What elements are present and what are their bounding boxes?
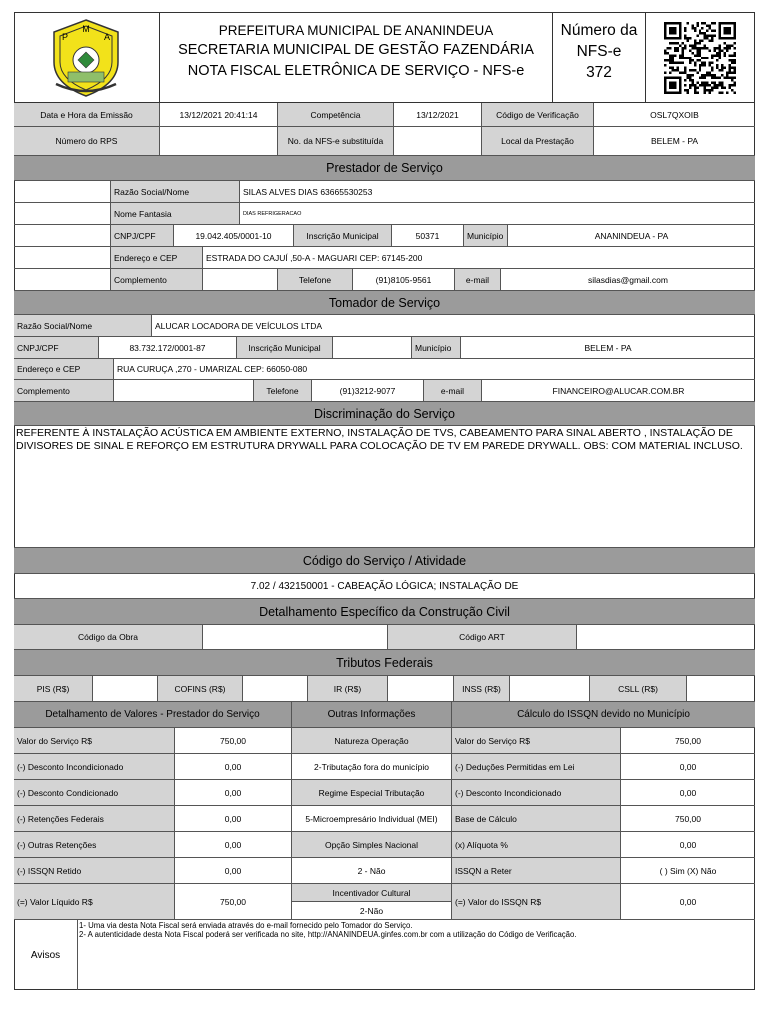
csll-value — [687, 676, 755, 701]
provider-email-value: silasdias@gmail.com — [588, 274, 668, 285]
issqn-calc-title: Cálculo do ISSQN devido no Município — [517, 709, 690, 720]
issqn-amount-servico: 750,00 — [675, 735, 701, 746]
notices-text — [78, 921, 755, 939]
values-row-retencoes-federais — [14, 806, 755, 832]
issqn-value: 0,00 — [679, 896, 697, 907]
cultural-incentive-cell — [292, 884, 452, 919]
provider-name-label: Razão Social/Nome — [111, 181, 240, 202]
provider-name-value: SILAS ALVES DIAS 63665530253 — [243, 186, 373, 197]
values-row-desconto-cond — [14, 780, 755, 806]
values-liquido-row — [14, 884, 755, 920]
nfse-number-label-1: Número da — [560, 22, 638, 39]
ir-label: IR (R$) — [308, 676, 388, 701]
provider-trade-name-value: DIAS REFRIGERACAO — [243, 210, 302, 217]
provider-row-razao — [14, 181, 755, 203]
federal-taxes-row — [14, 676, 755, 702]
net-value-label: (=) Valor Líquido R$ — [14, 884, 175, 919]
provider-phone-value: (91)8105-9561 — [353, 269, 455, 290]
provider-address-label: Endereço e CEP — [111, 247, 203, 268]
verification-code-value: OSL7QXOIB — [650, 109, 699, 120]
art-code-value — [577, 625, 755, 649]
service-code-section-title: Código do Serviço / Atividade — [14, 548, 755, 574]
nfse-substituted-label: No. da NFS-e substituída — [278, 127, 394, 155]
inss-value — [510, 676, 590, 701]
values-row-outras-retencoes — [14, 832, 755, 858]
client-phone-value: (91)3212-9077 — [312, 380, 424, 401]
issqn-amount-outras-retencoes: 0,00 — [679, 839, 697, 850]
value-amount-issqn-retido: 0,00 — [175, 858, 292, 883]
issqn-value-label: (=) Valor do ISSQN R$ — [452, 884, 621, 919]
city-crest-logo — [48, 18, 124, 98]
provider-section-title: Prestador de Serviço — [14, 156, 755, 181]
service-description-line-1: REFERENTE À INSTALAÇÃO ACÚSTICA EM AMBIENTE EXTERNO, INSTALAÇÃO DE TVS, CABEAMENTO PARA SINAL ABERTO , INSTALAÇÃO DE — [16, 427, 733, 439]
client-name-value: ALUCAR LOCADORA DE VEÍCULOS LTDA — [155, 320, 323, 331]
competencia-value: 13/12/2021 — [394, 103, 482, 126]
client-cnpj-value: 83.732.172/0001-87 — [99, 337, 237, 358]
issqn-amount-issqn-retido: ( ) Sim (X) Não — [659, 865, 717, 876]
notice-line-2: 2- A autenticidade desta Nota Fiscal poderá ser verificada no site, http://ANANINDEUA.ginfes.com.br com a utilização do Código de Verificação. — [79, 930, 577, 939]
prefeitura-title: PREFEITURA MUNICIPAL DE ANANINDEUA — [218, 23, 494, 38]
pis-label: PIS (R$) — [14, 676, 93, 701]
info-row-1 — [14, 103, 755, 127]
provider-address-value: ESTRADA DO CAJUÍ ,50-A - MAGUARI CEP: 67145-200 — [206, 252, 423, 263]
title-cell — [160, 12, 553, 103]
other-info-outras-retencoes: Opção Simples Nacional — [292, 832, 452, 857]
provider-cnpj-label: CNPJ/CPF — [111, 225, 174, 246]
service-description-line-2: DIVISORES DE SINAL E REFORÇO EM ESTRUTURA DRYWALL PARA COLOCAÇÃO DE TV EM PAREDE DRYWALL. OBS: COM MATERIAL INCLUSO. — [16, 440, 743, 452]
service-location-value: BELEM - PA — [650, 136, 699, 146]
issqn-label-desconto-cond: (-) Desconto Incondicionado — [452, 780, 621, 805]
nfse-number-cell — [553, 12, 646, 103]
issqn-label-issqn-retido: ISSQN a Reter — [452, 858, 621, 883]
values-row-desconto-incond — [14, 754, 755, 780]
other-info-desconto-cond: Regime Especial Tributação — [292, 780, 452, 805]
issqn-amount-desconto-incond: 0,00 — [679, 761, 697, 772]
client-row-cnpj — [14, 337, 755, 359]
value-label-desconto-cond: (-) Desconto Condicionado — [14, 780, 175, 805]
construction-section-title: Detalhamento Específico da Construção Civil — [14, 599, 755, 625]
value-amount-desconto-cond: 0,00 — [175, 780, 292, 805]
value-label-issqn-retido: (-) ISSQN Retido — [14, 858, 175, 883]
provider-email-label: e-mail — [455, 269, 501, 290]
csll-label: CSLL (R$) — [590, 676, 687, 701]
logo-letter-a: A — [103, 32, 111, 42]
service-code-value: 7.02 / 432150001 - CABEAÇÃO LÓGICA; INSTALAÇÃO DE — [250, 580, 519, 592]
issqn-label-retencoes-federais: Base de Cálculo — [452, 806, 621, 831]
provider-municipality-value: ANANINDEUA - PA — [594, 230, 669, 241]
work-code-value — [203, 625, 388, 649]
info-row-2 — [14, 127, 755, 156]
cultural-incentive-label: Incentivador Cultural — [292, 884, 451, 902]
federal-taxes-section-title: Tributos Federais — [14, 650, 755, 676]
client-address-value: RUA CURUÇA ,270 - UMARIZAL CEP: 66050-080 — [117, 364, 308, 374]
provider-row-cnpj — [14, 225, 755, 247]
document-title: NOTA FISCAL ELETRÔNICA DE SERVIÇO - NFS-e — [187, 63, 525, 79]
provider-im-value: 50371 — [392, 225, 464, 246]
value-label-servico: Valor do Serviço R$ — [14, 728, 175, 753]
values-row-servico — [14, 728, 755, 754]
client-municipality-label: Município — [412, 337, 461, 358]
client-municipality-value: BELEM - PA — [584, 342, 632, 353]
issqn-amount-retencoes-federais: 750,00 — [675, 813, 701, 824]
description-section-title: Discriminação do Serviço — [14, 402, 755, 426]
client-row-razao — [14, 315, 755, 337]
issqn-label-outras-retencoes: (x) Alíquota % — [452, 832, 621, 857]
pis-value — [93, 676, 158, 701]
notices-label-cell — [14, 920, 78, 990]
client-phone-label: Telefone — [254, 380, 312, 401]
provider-cnpj-value: 19.042.405/0001-10 — [174, 225, 294, 246]
other-info-issqn-retido: 2 - Não — [292, 858, 452, 883]
value-label-outras-retencoes: (-) Outras Retenções — [14, 832, 175, 857]
net-value: 750,00 — [175, 884, 292, 919]
issqn-label-servico: Valor do Serviço R$ — [452, 728, 621, 753]
rps-label: Número do RPS — [14, 127, 160, 155]
service-location-label: Local da Prestação — [482, 127, 594, 155]
value-amount-retencoes-federais: 0,00 — [175, 806, 292, 831]
nfse-substituted-value — [394, 127, 482, 155]
nfse-number: 372 — [586, 64, 612, 81]
provider-row-complemento — [14, 269, 755, 291]
client-cnpj-label: CNPJ/CPF — [14, 337, 99, 358]
verification-code-label: Código de Verificação — [482, 103, 594, 126]
cofins-label: COFINS (R$) — [158, 676, 243, 701]
provider-im-label: Inscrição Municipal — [294, 225, 392, 246]
client-section-title: Tomador de Serviço — [14, 291, 755, 315]
provider-phone-label: Telefone — [278, 269, 353, 290]
ir-value — [388, 676, 454, 701]
values-header-row — [14, 702, 755, 728]
notice-line-1: 1- Uma via desta Nota Fiscal será enviada através do e-mail fornecido pelo Tomador do Serviço. — [79, 921, 413, 930]
client-im-label: Inscrição Municipal — [237, 337, 333, 358]
client-row-complemento — [14, 380, 755, 402]
client-im-value — [333, 337, 412, 358]
client-complement-label: Complemento — [14, 380, 114, 401]
value-amount-outras-retencoes: 0,00 — [175, 832, 292, 857]
notices-label: Avisos — [30, 949, 61, 961]
header — [14, 12, 755, 103]
values-row-issqn-retido — [14, 858, 755, 884]
other-info-title: Outras Informações — [292, 702, 452, 727]
competencia-label: Competência — [278, 103, 394, 126]
construction-row — [14, 625, 755, 650]
other-info-retencoes-federais: 5-Microempresário Individual (MEI) — [292, 806, 452, 831]
art-code-label: Código ART — [388, 625, 577, 649]
logo-cell — [14, 12, 160, 103]
logo-letter-m: M — [82, 24, 90, 34]
other-info-servico: Natureza Operação — [292, 728, 452, 753]
value-amount-servico: 750,00 — [175, 728, 292, 753]
inss-label: INSS (R$) — [454, 676, 510, 701]
emission-date-label: Data e Hora da Emissão — [14, 103, 160, 126]
values-detail-title: Detalhamento de Valores - Prestador do Serviço — [14, 702, 292, 727]
client-address-label: Endereço e CEP — [14, 359, 114, 379]
qr-cell — [646, 12, 755, 103]
value-label-desconto-incond: (-) Desconto Incondicionado — [14, 754, 175, 779]
value-amount-desconto-incond: 0,00 — [175, 754, 292, 779]
service-code-row — [14, 574, 755, 599]
emission-date-value: 13/12/2021 20:41:14 — [160, 103, 278, 126]
client-row-endereco — [14, 359, 755, 380]
logo-letter-p: P — [61, 32, 69, 42]
value-label-retencoes-federais: (-) Retenções Federais — [14, 806, 175, 831]
nfse-number-label-2: NFS-e — [576, 43, 622, 60]
cultural-incentive-value: 2-Não — [359, 905, 384, 916]
issqn-amount-desconto-cond: 0,00 — [679, 787, 697, 798]
rps-value — [160, 127, 278, 155]
issqn-label-desconto-incond: (-) Deduções Permitidas em Lei — [452, 754, 621, 779]
provider-complement-label: Complemento — [111, 269, 203, 290]
provider-complement-value — [203, 269, 278, 290]
cofins-value — [243, 676, 308, 701]
qr-code-icon — [664, 22, 736, 94]
client-complement-value — [114, 380, 254, 401]
provider-row-fantasia — [14, 203, 755, 225]
service-description — [14, 427, 755, 548]
other-info-desconto-incond: 2-Tributação fora do município — [292, 754, 452, 779]
work-code-label: Código da Obra — [14, 625, 203, 649]
client-email-label: e-mail — [424, 380, 482, 401]
client-email-value: FINANCEIRO@ALUCAR.COM.BR — [552, 385, 685, 396]
provider-trade-name-label: Nome Fantasia — [111, 203, 240, 224]
secretaria-title: SECRETARIA MUNICIPAL DE GESTÃO FAZENDÁRIA — [178, 42, 534, 58]
client-name-label: Razão Social/Nome — [14, 315, 152, 336]
provider-municipality-label: Município — [464, 225, 508, 246]
provider-row-endereco — [14, 247, 755, 269]
